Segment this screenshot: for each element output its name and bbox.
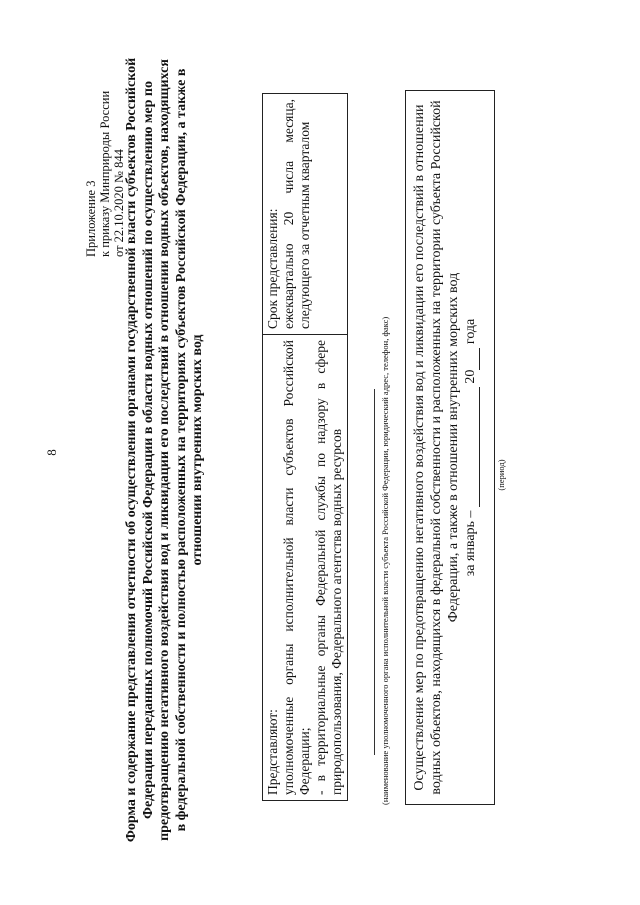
deadline-text: ежеквартально 20 числа месяца, следующего за отчетным кварталом	[281, 99, 312, 329]
document-title: Форма и содержание представления отчетности об осуществлении органами государственной власти субъектов Российской Федерации переданных полномочий Российской Федерации в области водных отношений по осуществлению мер по предотвращению негативного воздействия вод и ликвидации его последствий в отношении водных объектов, находящихся в федеральной собственности и полностью расположенных на территориях субъектов Российской Федерации, а также в отношении внутренних морских вод	[124, 57, 205, 843]
deadline-cell	[263, 94, 348, 335]
authority-line	[374, 389, 375, 755]
page-number: 8	[44, 449, 59, 456]
submitters-item: - в территориальные органы Федеральной службы по надзору в сфере природопользования, Федерального агентства водных ресурсов	[313, 340, 344, 795]
appendix-number: Приложение 3	[84, 180, 98, 257]
report-box	[405, 90, 495, 805]
deadline-label: Срок представления:	[265, 208, 280, 329]
appendix-reference	[84, 17, 126, 257]
submitters-item: уполномоченные органы исполнительной власти субъектов Российской Федерации;	[281, 340, 312, 795]
appendix-order: к приказу Минприроды России	[98, 90, 112, 257]
submission-row	[263, 94, 348, 801]
authority-caption: (наименование уполномоченного органа исполнительной власти субъекта Российской Федерации, юридический адрес, телефон, факс)	[380, 316, 390, 805]
period-prefix: за январь –	[463, 510, 478, 577]
submitters-label: Представляют:	[265, 709, 280, 795]
period-blank	[462, 387, 480, 507]
year-blank	[462, 348, 480, 370]
appendix-date: от 22.10.2020 № 844	[112, 149, 126, 257]
period-caption: (период)	[496, 459, 506, 491]
year-prefix: 20	[463, 369, 478, 384]
submitters-cell	[263, 335, 348, 801]
report-period	[462, 99, 480, 796]
report-text: Осуществление мер по предотвращению негативного воздействия вод и ликвидации его последствий в отношении водных объектов, находящихся в федеральной собственности и расположенных на территории субъекта Российской Федерации, а также в отношении внутренних морских вод	[412, 100, 461, 795]
submission-table	[262, 93, 348, 801]
year-suffix: года	[463, 318, 478, 345]
